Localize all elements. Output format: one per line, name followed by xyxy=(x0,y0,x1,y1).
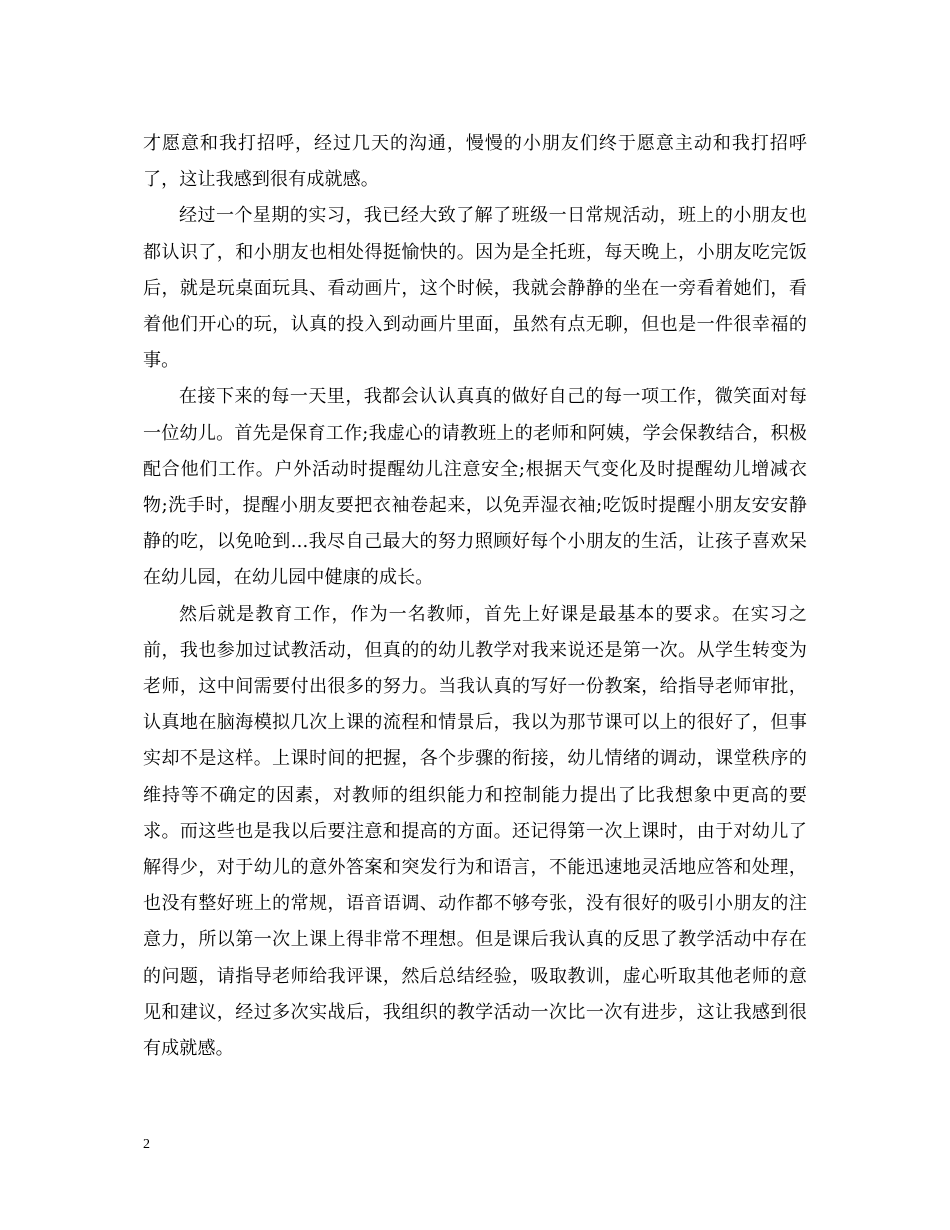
page-number: 2 xyxy=(143,1137,150,1152)
paragraph-care-work: 在接下来的每一天里，我都会认认真真的做好自己的每一项工作，微笑面对每一位幼儿。首先是保育工作;我虚心的请教班上的老师和阿姨，学会保教结合，积极配合他们工作。户外活动时提醒幼儿注意安全;根据天气变化及时提醒幼儿增减衣物;洗手时，提醒小朋友要把衣袖卷起来，以免弄湿衣袖;吃饭时提醒小朋友安安静静的吃，以免呛到...我尽自己最大的努力照顾好每个小朋友的生活，让孩子喜欢呆在幼儿园，在幼儿园中健康的成长。 xyxy=(143,386,807,589)
document-body xyxy=(143,126,807,1067)
paragraph-continued: 才愿意和我打招呼，经过几天的沟通，慢慢的小朋友们终于愿意主动和我打招呼了，这让我感到很有成就感。 xyxy=(143,133,807,191)
paragraph-internship-week: 经过一个星期的实习，我已经大致了解了班级一日常规活动，班上的小朋友也都认识了，和小朋友也相处得挺愉快的。因为是全托班，每天晚上，小朋友吃完饭后，就是玩桌面玩具、看动画片，这个时候，我就会静静的坐在一旁看着她们，看着他们开心的玩，认真的投入到动画片里面，虽然有点无聊，但也是一件很幸福的事。 xyxy=(143,205,807,372)
paragraph-teaching-work: 然后就是教育工作，作为一名教师，首先上好课是最基本的要求。在实习之前，我也参加过试教活动，但真的的幼儿教学对我来说还是第一次。从学生转变为老师，这中间需要付出很多的努力。当我认真的写好一份教案，给指导老师审批，认真地在脑海模拟几次上课的流程和情景后，我以为那节课可以上的很好了，但事实却不是这样。上课时间的把握，各个步骤的衔接，幼儿情绪的调动，课堂秩序的维持等不确定的因素，对教师的组织能力和控制能力提出了比我想象中更高的要求。而这些也是我以后要注意和提高的方面。还记得第一次上课时，由于对幼儿了解得少，对于幼儿的意外答案和突发行为和语言，不能迅速地灵活地应答和处理，也没有整好班上的常规，语音语调、动作都不够夸张，没有很好的吸引小朋友的注意力，所以第一次上课上得非常不理想。但是课后我认真的反思了教学活动中存在的问题，请指导老师给我评课，然后总结经验，吸取教训，虚心听取其他老师的意见和建议，经过多次实战后，我组织的教学活动一次比一次有进步，这让我感到很有成就感。 xyxy=(143,603,807,1060)
